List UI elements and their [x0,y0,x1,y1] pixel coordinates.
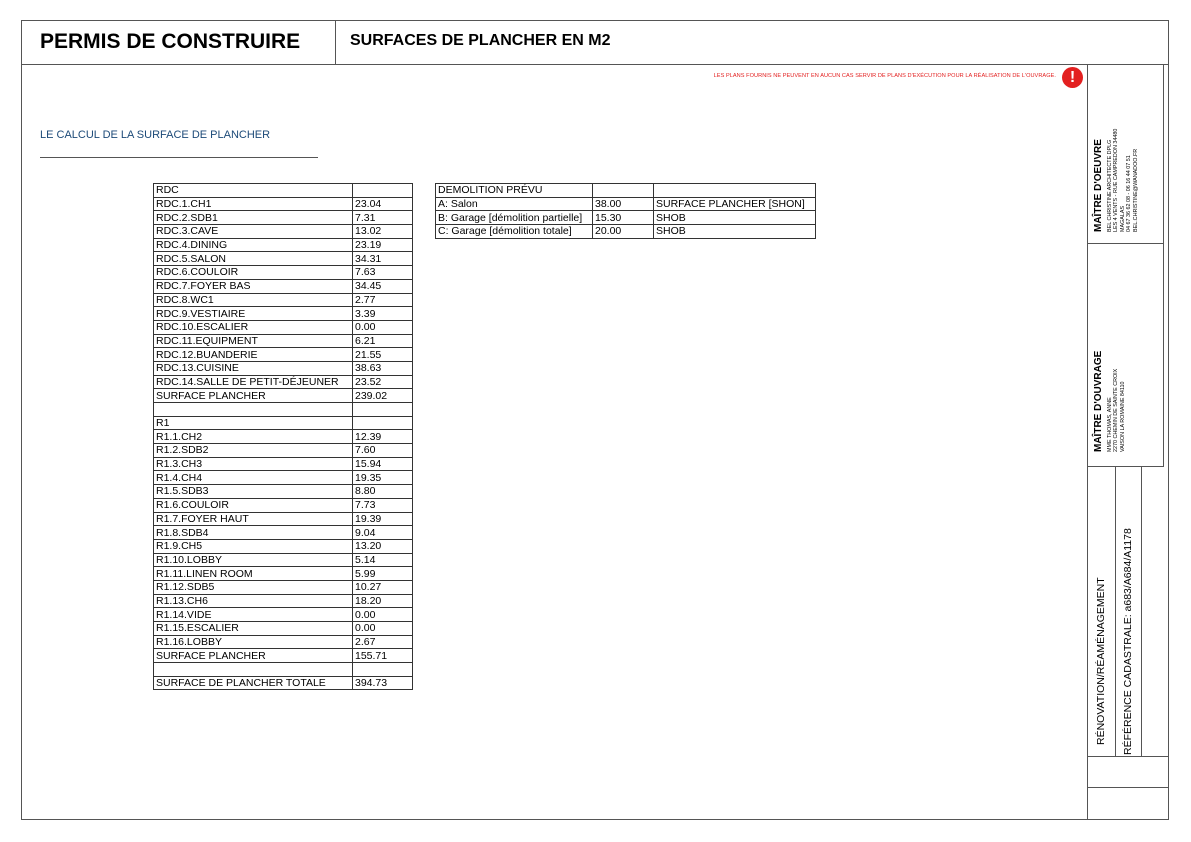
cadastral-reference: RÉFÉRENCE CADASTRALE: a683/A684/A1178 [1122,528,1134,755]
table-cell-label: C: Garage [démolition totale] [436,225,593,239]
table-cell-value [353,184,413,198]
table-cell-label: RDC.7.FOYER BAS [154,279,353,293]
table-cell-value: 10.27 [353,580,413,594]
table-cell-label: RDC.13.CUISINE [154,361,353,375]
title-block-column-divider [1115,466,1116,756]
maitre-oeuvre-details: BEL CHRISTINE ARCHITECTE DPLG LES 4 VENTS - RUE CAMPREDON 34480 MAGALAS 04 67 36 62 08 - 06 16 44 07 51 BEL.CHRISTINE@WANADOO.FR [1107,128,1139,232]
title-block-divider [1087,756,1169,757]
surface-row [154,567,413,581]
header-divider [21,64,1169,65]
surface-row [154,553,413,567]
table-cell-label: RDC.2.SDB1 [154,211,353,225]
table-cell-value: 13.02 [353,225,413,239]
table-cell-value [593,184,654,198]
surface-row [154,676,413,690]
surface-row [154,252,413,266]
maitre-oeuvre-label: MAÎTRE D'OEUVRE [1093,139,1104,232]
surface-row [154,498,413,512]
surface-row [154,320,413,334]
table-cell-value: 34.45 [353,279,413,293]
table-cell-label: RDC.4.DINING [154,238,353,252]
table-cell-label [154,663,353,677]
surface-row [154,485,413,499]
table-cell-value: 23.04 [353,197,413,211]
table-cell-label: R1.2.SDB2 [154,444,353,458]
table-cell-label: R1.14.VIDE [154,608,353,622]
table-cell-label: R1.15.ESCALIER [154,622,353,636]
table-cell-value: 23.19 [353,238,413,252]
table-cell-label: DEMOLITION PRÉVU [436,184,593,198]
surface-row [154,457,413,471]
maitre-ouvrage-details: MME THOMAS, ANNE 2270 CHEMIN DE SAINTE CROIX VAISON LA ROMAINE 84110 [1107,368,1126,452]
table-cell-label: R1 [154,416,353,430]
surface-row [154,663,413,677]
demolition-table [435,183,816,239]
table-cell-label: R1.1.CH2 [154,430,353,444]
surface-row [154,608,413,622]
surface-row [154,279,413,293]
project-type: RÉNOVATION/RÉAMÉNAGEMENT [1095,577,1107,745]
table-cell-value [353,663,413,677]
table-cell-label: R1.11.LINEN ROOM [154,567,353,581]
table-cell-value: 18.20 [353,594,413,608]
surface-row [154,416,413,430]
table-cell-value: 8.80 [353,485,413,499]
surface-row [154,403,413,417]
calc-subtitle: LE CALCUL DE LA SURFACE DE PLANCHER [40,129,271,141]
surface-row [154,225,413,239]
table-cell-value [353,416,413,430]
table-cell-value: 15.94 [353,457,413,471]
surface-row [154,635,413,649]
table-cell-value [353,403,413,417]
table-cell-label: R1.5.SDB3 [154,485,353,499]
table-cell-value: 0.00 [353,608,413,622]
table-cell-value: SHOB [654,211,816,225]
table-cell-value: 155.71 [353,649,413,663]
table-cell-value: 5.14 [353,553,413,567]
table-cell-value: 7.31 [353,211,413,225]
surface-row [154,526,413,540]
table-cell-label: R1.6.COULOIR [154,498,353,512]
surface-row [154,649,413,663]
table-cell-label: RDC.3.CAVE [154,225,353,239]
maitre-ouvrage-label: MAÎTRE D'OUVRAGE [1093,350,1104,452]
surface-row [154,471,413,485]
table-cell-label: R1.12.SDB5 [154,580,353,594]
header-separator [335,20,336,65]
surface-row [154,184,413,198]
table-cell-label: SURFACE PLANCHER [154,649,353,663]
table-cell-value: 0.00 [353,320,413,334]
table-cell-value: 394.73 [353,676,413,690]
table-cell-value: 3.39 [353,307,413,321]
table-cell-value: SURFACE PLANCHER [SHON] [654,197,816,211]
warning-icon: ! [1062,67,1083,88]
table-cell-label: RDC.9.VESTIAIRE [154,307,353,321]
table-cell-value: 9.04 [353,526,413,540]
surface-row [154,430,413,444]
table-cell-value: 15.30 [593,211,654,225]
table-cell-label: RDC.11.EQUIPMENT [154,334,353,348]
table-cell-value: 2.77 [353,293,413,307]
table-cell-label: R1.8.SDB4 [154,526,353,540]
surface-row [154,512,413,526]
table-cell-value: 7.73 [353,498,413,512]
table-cell-value: 38.00 [593,197,654,211]
table-cell-label [154,403,353,417]
table-cell-label: R1.10.LOBBY [154,553,353,567]
table-cell-value: 7.63 [353,266,413,280]
title-block-divider [1087,466,1163,467]
title-block-edge [1163,64,1164,467]
demolition-row [436,211,816,225]
table-cell-label: RDC.6.COULOIR [154,266,353,280]
surface-row [154,348,413,362]
table-cell-label: R1.13.CH6 [154,594,353,608]
table-cell-label: R1.7.FOYER HAUT [154,512,353,526]
table-cell-value: SHOB [654,225,816,239]
table-cell-value: 20.00 [593,225,654,239]
surface-row [154,622,413,636]
table-cell-value: 13.20 [353,539,413,553]
surface-row [154,580,413,594]
surface-row [154,211,413,225]
table-cell-label: RDC.10.ESCALIER [154,320,353,334]
surface-row [154,389,413,403]
table-cell-value: 6.21 [353,334,413,348]
table-cell-label: RDC.8.WC1 [154,293,353,307]
table-cell-label: R1.9.CH5 [154,539,353,553]
surface-row [154,197,413,211]
table-cell-label: RDC.5.SALON [154,252,353,266]
table-cell-value [654,184,816,198]
table-cell-label: B: Garage [démolition partielle] [436,211,593,225]
table-cell-label: RDC.12.BUANDERIE [154,348,353,362]
surface-row [154,293,413,307]
section-title: SURFACES DE PLANCHER EN M2 [350,32,611,49]
table-cell-label: R1.3.CH3 [154,457,353,471]
surface-row [154,334,413,348]
table-cell-value: 0.00 [353,622,413,636]
table-cell-value: 5.99 [353,567,413,581]
warning-text: LES PLANS FOURNIS NE PEUVENT EN AUCUN CAS SERVIR DE PLANS D'EXÉCUTION POUR LA RÉALISATION DE L'OUVRAGE. [713,73,1056,79]
title-block-divider [1087,243,1163,244]
document-title: PERMIS DE CONSTRUIRE [40,30,301,53]
table-cell-label: RDC [154,184,353,198]
table-cell-value: 23.52 [353,375,413,389]
subtitle-underline [40,157,318,158]
surface-row [154,307,413,321]
table-cell-value: 38.63 [353,361,413,375]
surface-row [154,539,413,553]
table-cell-label: A: Salon [436,197,593,211]
demolition-row [436,184,816,198]
surface-row [154,375,413,389]
title-block-divider [1087,787,1169,788]
surface-table [153,183,413,690]
table-cell-label: R1.16.LOBBY [154,635,353,649]
table-cell-label: SURFACE DE PLANCHER TOTALE [154,676,353,690]
table-cell-value: 12.39 [353,430,413,444]
table-cell-value: 34.31 [353,252,413,266]
table-cell-value: 19.35 [353,471,413,485]
table-cell-value: 19.39 [353,512,413,526]
surface-row [154,361,413,375]
surface-row [154,266,413,280]
table-cell-value: 239.02 [353,389,413,403]
table-cell-value: 2.67 [353,635,413,649]
table-cell-label: RDC.1.CH1 [154,197,353,211]
table-cell-value: 21.55 [353,348,413,362]
table-cell-label: RDC.14.SALLE DE PETIT-DÉJEUNER [154,375,353,389]
table-cell-value: 7.60 [353,444,413,458]
surface-row [154,594,413,608]
surface-row [154,444,413,458]
surface-row [154,238,413,252]
title-block-column-divider [1141,466,1142,756]
table-cell-label: R1.4.CH4 [154,471,353,485]
table-cell-label: SURFACE PLANCHER [154,389,353,403]
demolition-row [436,197,816,211]
demolition-row [436,225,816,239]
